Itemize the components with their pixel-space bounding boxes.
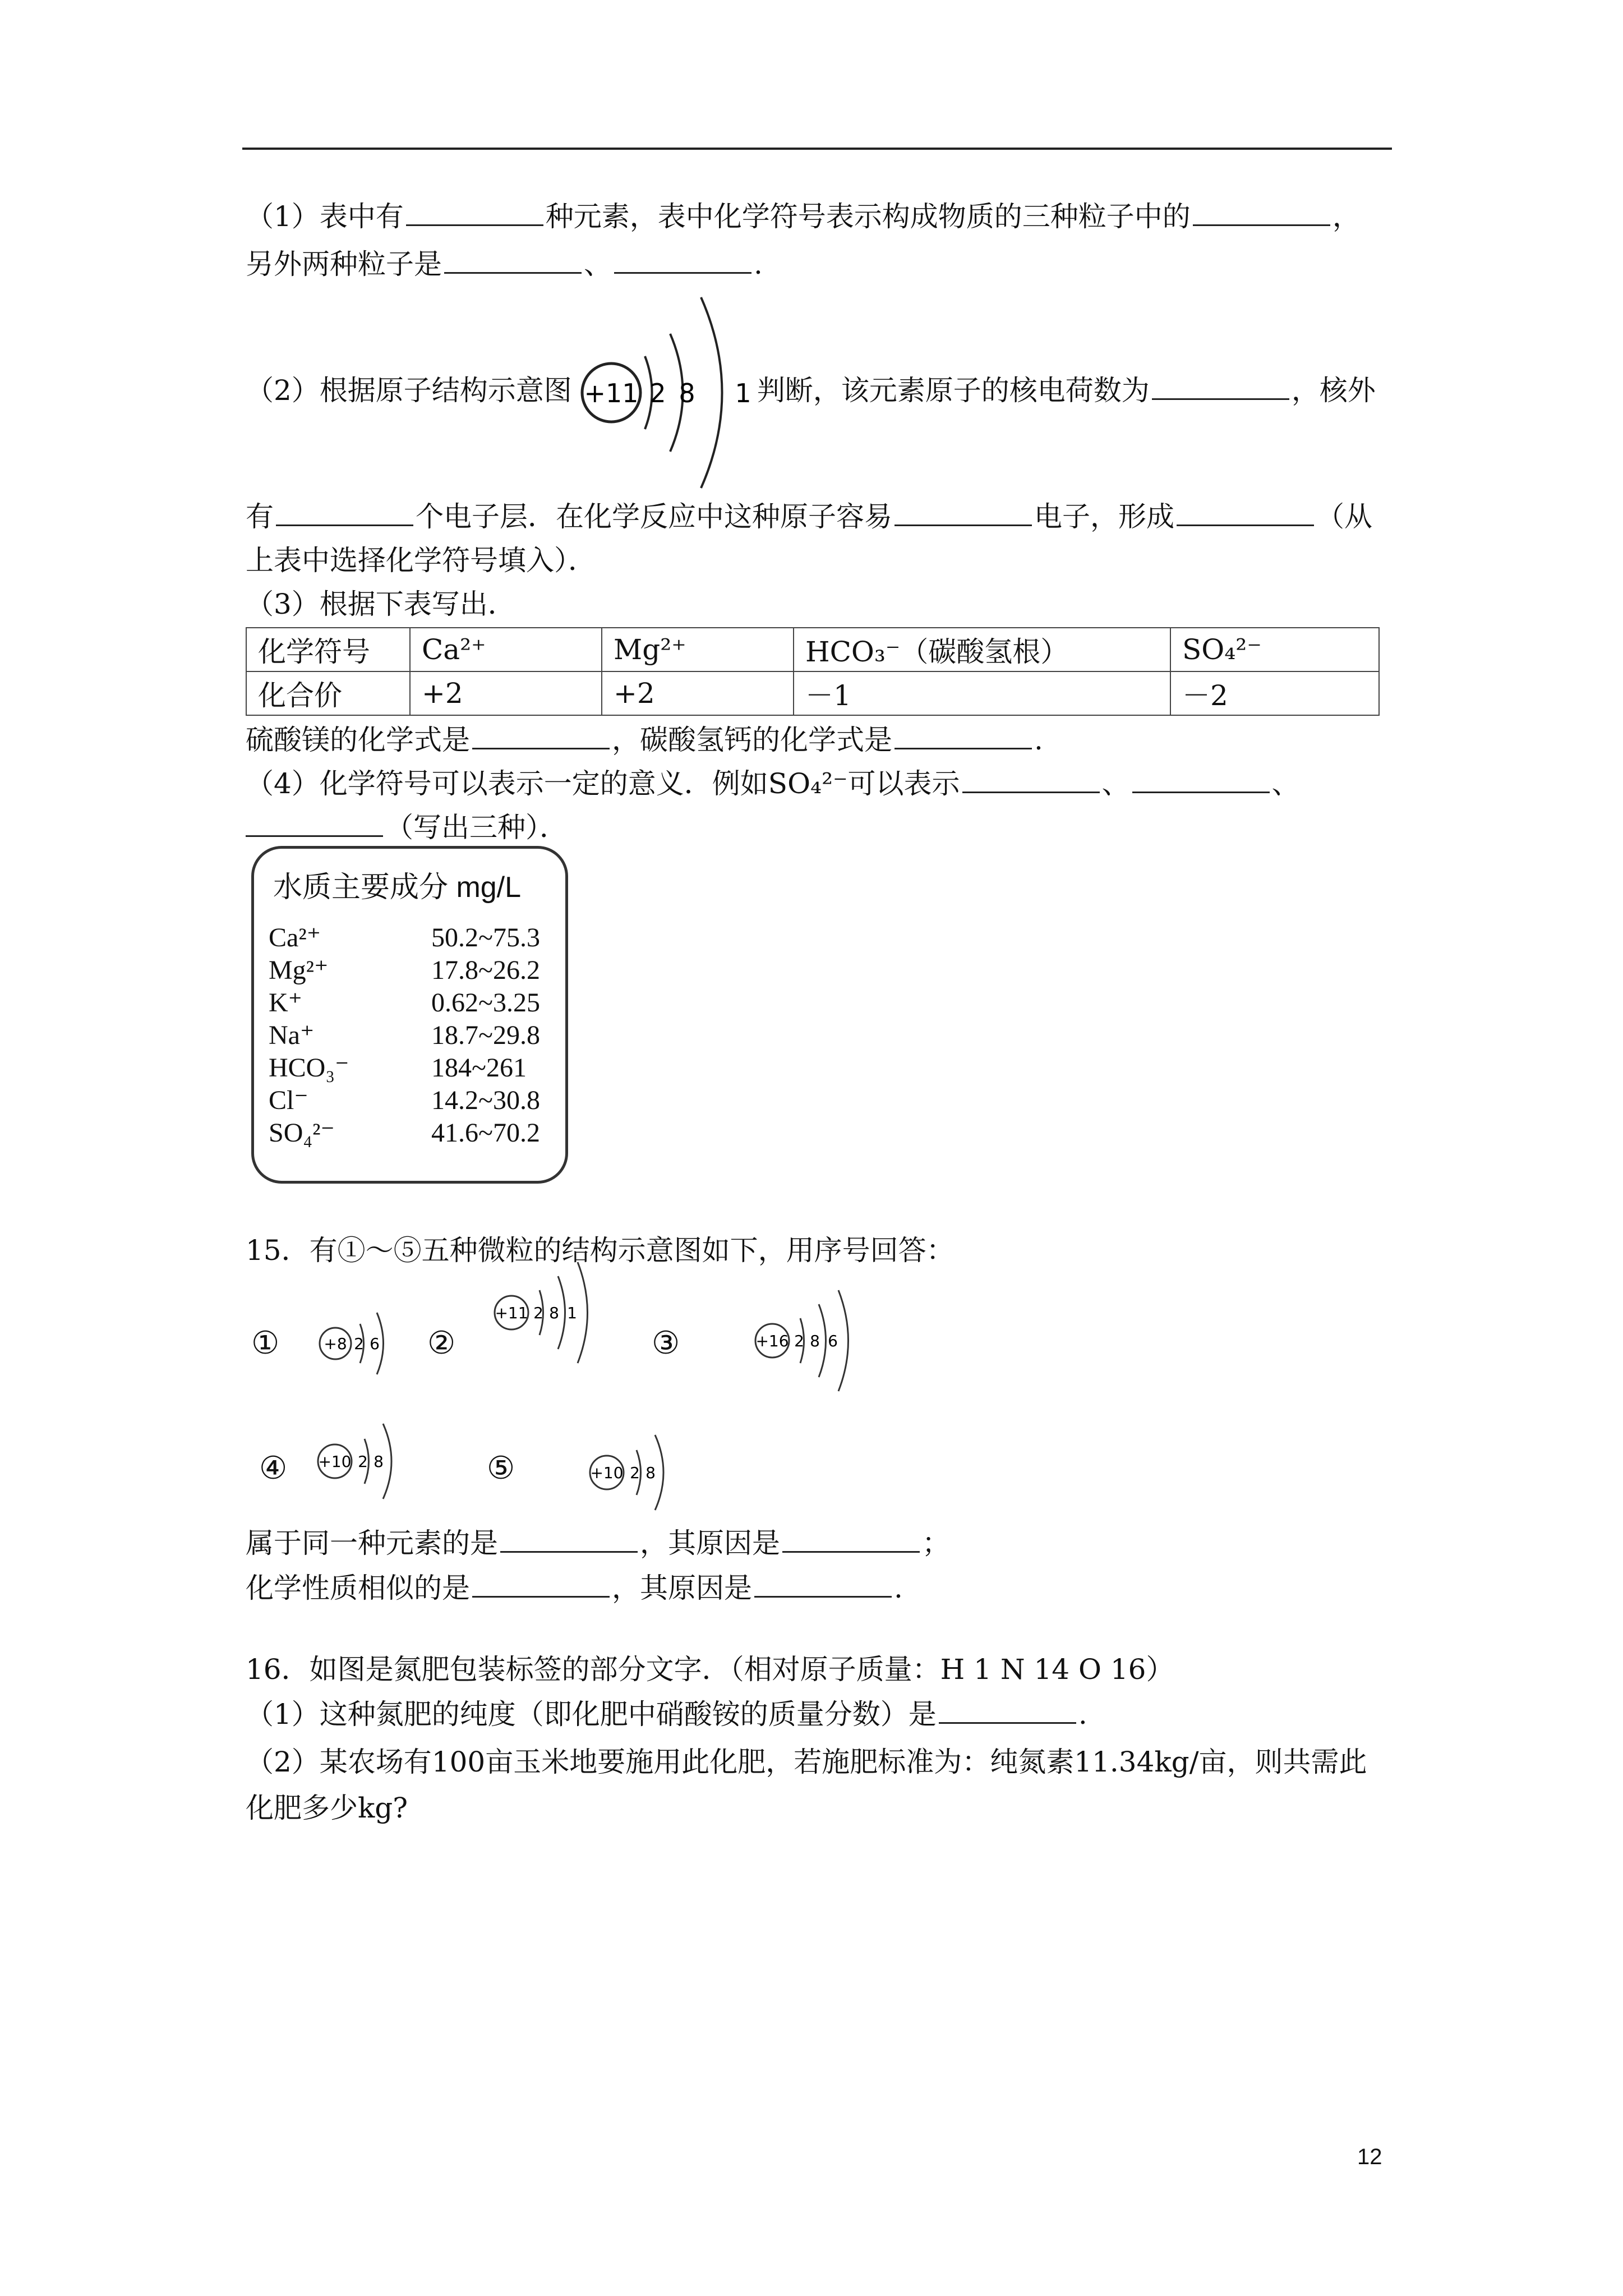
q1-line-2: 另外两种粒子是 、 . — [246, 248, 763, 280]
answer-blank[interactable] — [1193, 202, 1330, 226]
q2-line-2: 有 个电子层．在化学反应中这种原子容易 电子，形成 （从 — [246, 500, 1372, 533]
water-quality-box — [251, 846, 568, 1184]
svg-text:2: 2 — [354, 1335, 364, 1353]
answer-blank[interactable] — [895, 725, 1032, 749]
answer-blank[interactable] — [614, 250, 751, 274]
q3-intro: （3）根据下表写出． — [246, 588, 516, 620]
table-header-cell: 化合价 — [246, 671, 410, 715]
answer-blank[interactable] — [246, 813, 383, 837]
answer-blank[interactable] — [472, 1573, 610, 1598]
svg-text:8: 8 — [549, 1304, 559, 1322]
svg-text:+11: +11 — [495, 1304, 528, 1322]
svg-text:+10: +10 — [318, 1452, 352, 1471]
table-cell: －1 — [794, 671, 1170, 715]
header-rule — [242, 148, 1392, 150]
q15-line-1: 属于同一种元素的是 ，其原因是 ； — [246, 1527, 950, 1559]
table-row — [246, 628, 1379, 671]
table-row — [246, 671, 1379, 715]
answer-blank[interactable] — [406, 202, 543, 226]
table-header-cell: 化学符号 — [246, 628, 410, 671]
answer-blank[interactable] — [500, 1529, 638, 1553]
svg-text:6: 6 — [828, 1332, 838, 1350]
particle-1-label: ① — [251, 1325, 280, 1361]
list-item: SO₄²⁻ 41.6~70.2 — [269, 1118, 540, 1148]
answer-blank[interactable] — [1132, 769, 1270, 793]
answer-blank[interactable] — [276, 502, 413, 526]
svg-text:2: 2 — [630, 1464, 640, 1482]
q2-line-3: 上表中选择化学符号填入）． — [246, 544, 596, 577]
svg-text:6: 6 — [370, 1335, 380, 1353]
particle-5-diagram — [583, 1425, 679, 1520]
q15-line-2: 化学性质相似的是 ，其原因是 . — [246, 1572, 903, 1604]
svg-text:1: 1 — [567, 1304, 577, 1322]
q1-line-1: （1）表中有 种元素，表中化学符号表示构成物质的三种粒子中的 ， — [246, 200, 1361, 233]
q16-part-1: （1）这种氮肥的纯度（即化肥中硝酸铵的质量分数）是 . — [246, 1698, 1087, 1731]
q2-line-1: （2）根据原子结构示意图 判断，该元素原子的核电荷数为 ，核外 — [246, 374, 1376, 407]
svg-text:+10: +10 — [590, 1464, 624, 1482]
q4-line-1: （4）化学符号可以表示一定的意义．例如SO₄²⁻可以表示 、 、 — [246, 767, 1300, 800]
answer-blank[interactable] — [1177, 502, 1314, 526]
svg-text:+8: +8 — [324, 1335, 347, 1353]
particle-4-diagram — [311, 1414, 407, 1509]
svg-text:8: 8 — [645, 1464, 656, 1482]
svg-text:2: 2 — [794, 1332, 804, 1350]
table-cell: HCO₃⁻（碳酸氢根） — [794, 628, 1170, 671]
q16-part-2: （2）某农场有100亩玉米地要施用此化肥，若施肥标准为：纯氮素11.34kg/亩，则共需此 — [246, 1746, 1367, 1778]
answer-blank[interactable] — [939, 1700, 1076, 1724]
nucleus-label: +11 — [584, 378, 639, 408]
q15-title: 15．有①～⑤五种微粒的结构示意图如下，用序号回答： — [246, 1234, 955, 1267]
q16-title: 16．如图是氮肥包装标签的部分文字．（相对原子质量：H 1 N 14 O 16） — [246, 1653, 1174, 1686]
particle-5-label: ⑤ — [487, 1450, 515, 1487]
answer-blank[interactable] — [782, 1529, 920, 1553]
page-number: 12 — [1357, 2145, 1382, 2169]
list-item: K⁺ 0.62~3.25 — [269, 988, 540, 1018]
svg-text:2: 2 — [533, 1304, 543, 1322]
answer-blank[interactable] — [895, 502, 1032, 526]
particle-3-diagram — [749, 1285, 866, 1397]
list-item: Cl⁻ 14.2~30.8 — [269, 1085, 540, 1115]
table-cell: +2 — [602, 671, 794, 715]
valence-table — [246, 627, 1380, 716]
particle-4-label: ④ — [259, 1450, 288, 1487]
list-item: Na⁺ 18.7~29.8 — [269, 1020, 540, 1050]
answer-blank[interactable] — [1152, 376, 1289, 400]
svg-text:8: 8 — [374, 1452, 384, 1471]
list-item: HCO₃⁻ 184~261 — [269, 1053, 527, 1083]
particle-1-diagram — [314, 1301, 404, 1386]
q3-after: 硫酸镁的化学式是 ，碳酸氢钙的化学式是 . — [246, 724, 1043, 756]
answer-blank[interactable] — [754, 1573, 892, 1598]
particle-3-label: ③ — [652, 1325, 680, 1361]
shell-1-count: 2 — [649, 378, 666, 408]
svg-text:2: 2 — [358, 1452, 368, 1471]
answer-blank[interactable] — [472, 725, 610, 749]
sodium-atom-diagram — [575, 292, 760, 494]
shell-3-count: 1 — [735, 378, 751, 408]
table-cell: －2 — [1170, 671, 1379, 715]
list-item: Mg²⁺ 17.8~26.2 — [269, 955, 540, 985]
particle-2-diagram — [488, 1257, 606, 1369]
particle-2-label: ② — [427, 1325, 456, 1361]
table-cell: SO₄²⁻ — [1170, 628, 1379, 671]
svg-text:+16: +16 — [755, 1332, 789, 1350]
table-cell: Mg²⁺ — [602, 628, 794, 671]
table-cell: Ca²⁺ — [410, 628, 602, 671]
q16-part-2-cont: 化肥多少kg? — [246, 1792, 408, 1824]
shell-2-count: 8 — [679, 378, 695, 408]
answer-blank[interactable] — [962, 769, 1100, 793]
table-cell: +2 — [410, 671, 602, 715]
q4-line-2: （写出三种）． — [246, 810, 568, 845]
answer-blank[interactable] — [444, 250, 582, 274]
svg-text:8: 8 — [810, 1332, 820, 1350]
water-quality-title: 水质主要成分 mg/L — [273, 871, 522, 904]
list-item: Ca²⁺ 50.2~75.3 — [269, 923, 540, 953]
